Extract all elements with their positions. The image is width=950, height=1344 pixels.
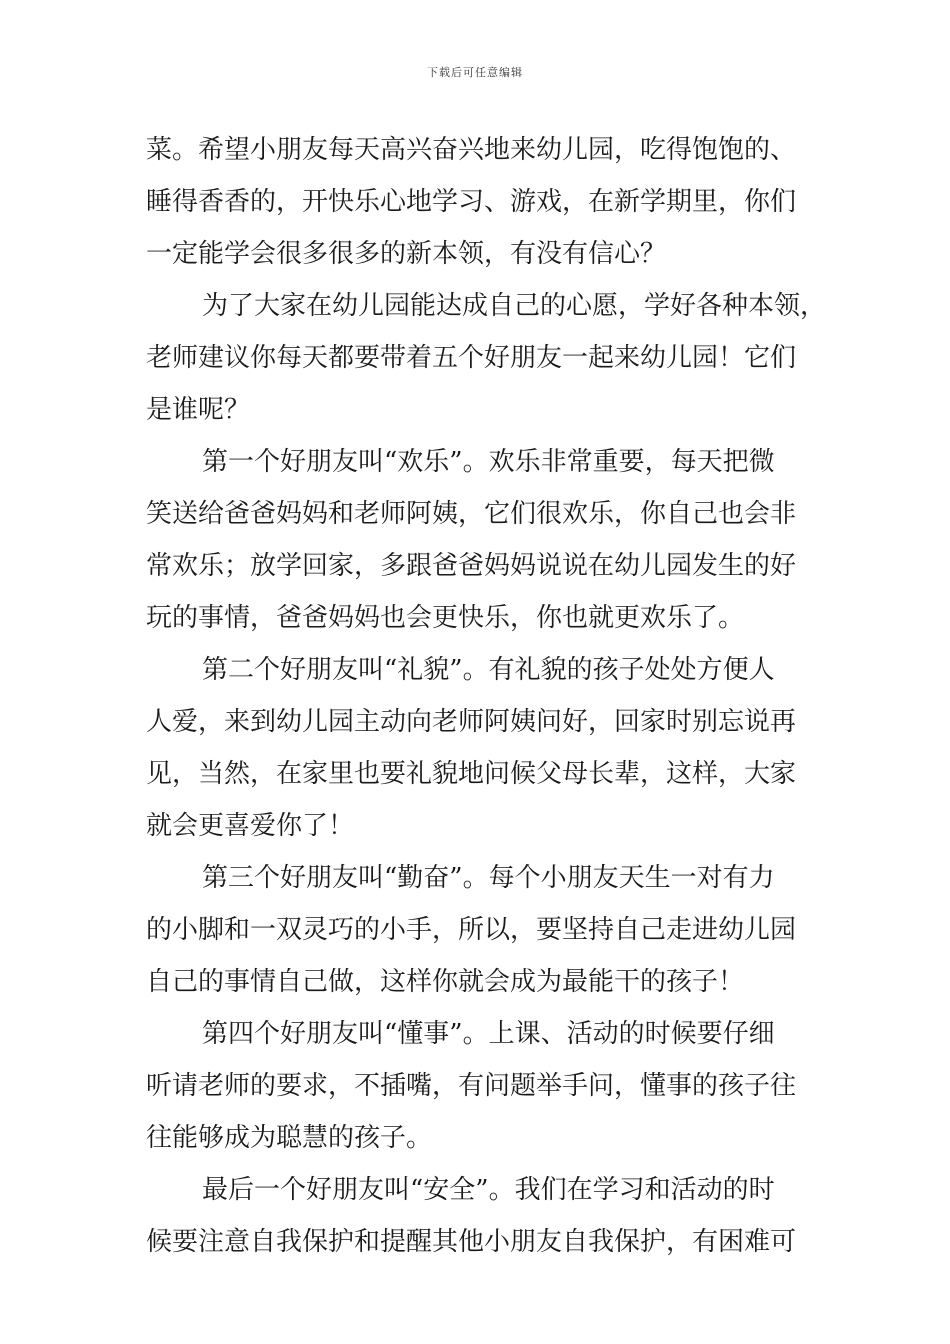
text-line: 自己的事情自己做，这样你就会成为最能干的孩子！ (146, 967, 745, 997)
text-line: 最后一个好朋友叫“安全”。我们在学习和活动的时 (202, 1175, 775, 1205)
text-line: 为了大家在幼儿园能达成自己的心愿，学好各种本领， (202, 291, 827, 321)
page-header: 下载后可任意编辑 (427, 66, 523, 79)
text-line: 就会更喜爱你了！ (146, 811, 355, 841)
text-line: 是谁呢？ (146, 395, 251, 425)
text-line: 第二个好朋友叫“礼貌”。有礼貌的孩子处处方便人 (202, 655, 775, 685)
text-line: 的小脚和一双灵巧的小手，所以，要坚持自己走进幼儿园 (146, 915, 797, 945)
text-line: 听请老师的要求，不插嘴，有问题举手问，懂事的孩子往 (146, 1071, 797, 1101)
text-line: 往能够成为聪慧的孩子。 (146, 1123, 433, 1153)
text-line: 人爱，来到幼儿园主动向老师阿姨问好，回家时别忘说再 (146, 707, 797, 737)
text-line: 候要注意自我保护和提醒其他小朋友自我保护，有困难可 (146, 1227, 797, 1257)
text-line: 一定能学会很多很多的新本领，有没有信心？ (146, 239, 667, 269)
text-line: 睡得香香的，开快乐心地学习、游戏，在新学期里，你们 (146, 187, 797, 217)
document-body (146, 124, 827, 1268)
text-line: 笑送给爸爸妈妈和老师阿姨，它们很欢乐，你自己也会非 (146, 499, 797, 529)
text-line: 常欢乐；放学回家，多跟爸爸妈妈说说在幼儿园发生的好 (146, 551, 797, 581)
text-line: 第三个好朋友叫“勤奋”。每个小朋友天生一对有力 (202, 863, 775, 893)
text-line: 见，当然，在家里也要礼貌地问候父母长辈，这样，大家 (146, 759, 797, 789)
text-line: 菜。希望小朋友每天高兴奋兴地来幼儿园，吃得饱饱的、 (146, 135, 797, 165)
text-line: 玩的事情，爸爸妈妈也会更快乐，你也就更欢乐了。 (146, 603, 745, 633)
text-line: 第四个好朋友叫“懂事”。上课、活动的时候要仔细 (202, 1019, 775, 1049)
text-line: 老师建议你每天都要带着五个好朋友一起来幼儿园！它们 (146, 343, 797, 373)
text-line: 第一个好朋友叫“欢乐”。欢乐非常重要，每天把微 (202, 447, 775, 477)
